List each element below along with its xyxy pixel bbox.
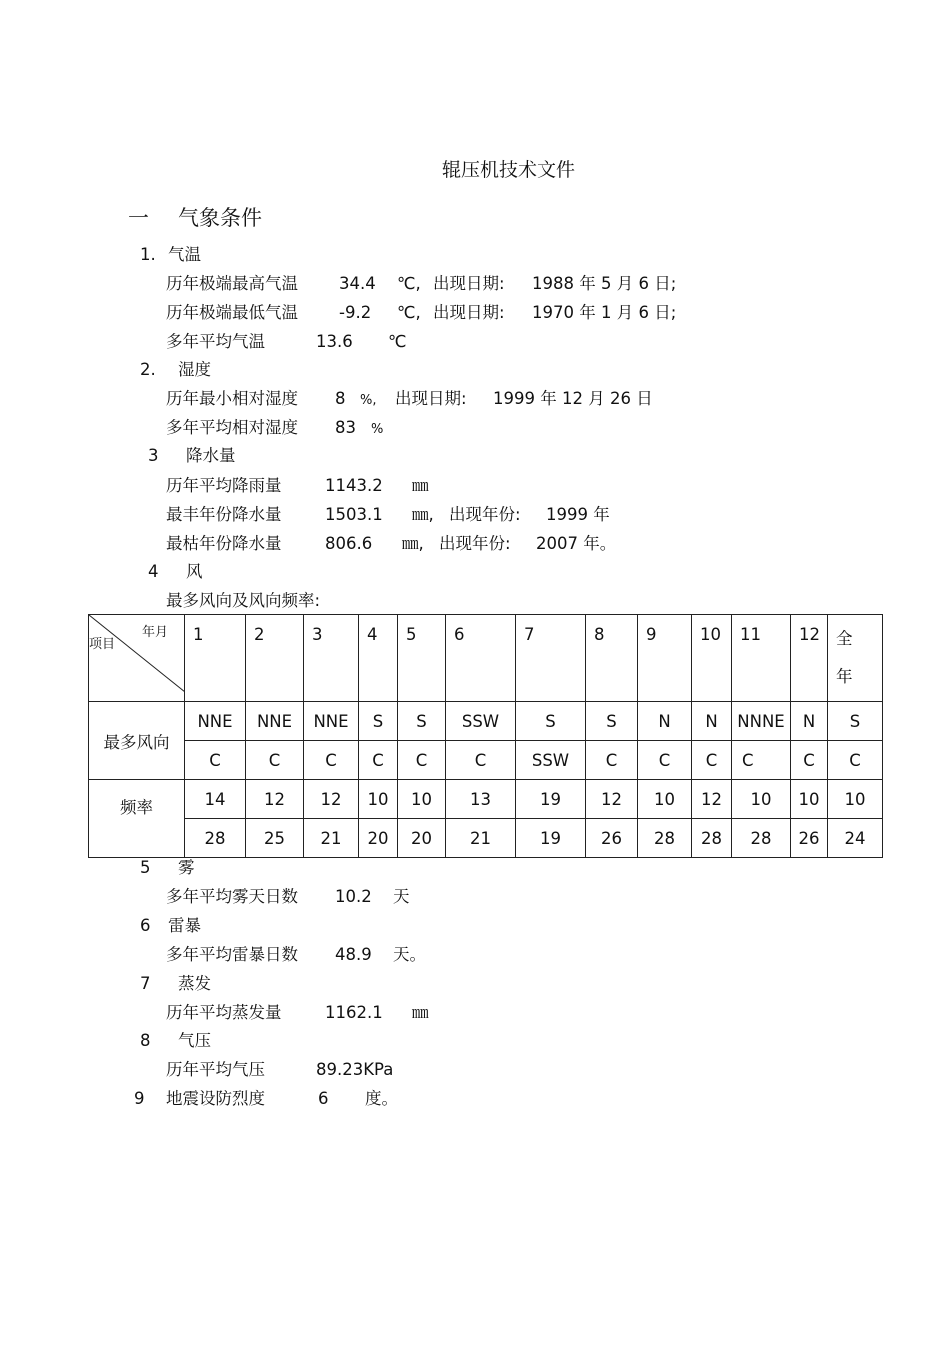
precip-min-value: 806.6	[325, 534, 373, 553]
evaporation-label: 历年平均蒸发量	[166, 1003, 282, 1022]
section-heading: 气象条件	[178, 206, 262, 230]
table-cell: 10	[828, 780, 883, 819]
row-label-frequency: 频率	[89, 780, 185, 858]
table-cell: SSW	[516, 741, 586, 780]
month-header: 3	[304, 615, 359, 702]
table-cell: 28	[638, 819, 692, 858]
precip-min-label: 最枯年份降水量	[166, 534, 282, 553]
annual-header-top: 全	[836, 629, 853, 648]
corner-label-month: 年月	[141, 625, 168, 640]
table-cell: 20	[398, 819, 446, 858]
fog-value: 10.2	[335, 887, 372, 906]
fog-label: 多年平均雾天日数	[166, 887, 298, 906]
precip-avg-unit: ㎜	[412, 476, 429, 495]
fog-unit: 天	[393, 887, 410, 906]
table-cell: 10	[638, 780, 692, 819]
table-cell: C	[586, 741, 638, 780]
item-heading: 蒸发	[178, 974, 211, 993]
precip-max-year: 1999 年	[546, 505, 610, 524]
table-cell: 20	[359, 819, 398, 858]
humidity-min-unit: %,	[360, 393, 377, 408]
table-cell: S	[586, 702, 638, 741]
table-cell: C	[246, 741, 304, 780]
humidity-avg-value: 83	[335, 418, 356, 437]
table-row	[89, 819, 883, 858]
item-heading: 气温	[168, 245, 201, 264]
month-header: 12	[791, 615, 828, 702]
section-number: 一	[128, 206, 149, 230]
precip-min-unit: ㎜,	[402, 534, 424, 553]
table-cell: 10	[732, 780, 791, 819]
table-cell: C	[638, 741, 692, 780]
pressure-label: 历年平均气压	[166, 1060, 265, 1079]
table-cell: 10	[791, 780, 828, 819]
item-number: 7	[140, 974, 151, 993]
table-cell: NNE	[246, 702, 304, 741]
table-cell: 14	[185, 780, 246, 819]
table-cell: C	[398, 741, 446, 780]
temp-min-date-label: 出现日期:	[433, 303, 505, 322]
thunder-unit: 天。	[393, 945, 426, 964]
table-cell: C	[359, 741, 398, 780]
table-cell: 26	[791, 819, 828, 858]
row-label-direction: 最多风向	[89, 702, 185, 780]
item-number: 8	[140, 1031, 151, 1050]
table-cell: N	[692, 702, 732, 741]
table-cell: 12	[304, 780, 359, 819]
item-heading: 雷暴	[168, 916, 201, 935]
seismic-value: 6	[318, 1089, 329, 1108]
humidity-avg-unit: %	[371, 422, 384, 437]
table-cell: C	[304, 741, 359, 780]
seismic-label: 地震设防烈度	[166, 1089, 265, 1108]
table-cell: N	[638, 702, 692, 741]
wind-table	[88, 614, 883, 858]
table-cell: N	[791, 702, 828, 741]
table-cell: 10	[398, 780, 446, 819]
table-cell: NNE	[185, 702, 246, 741]
table-cell: S	[516, 702, 586, 741]
item-heading: 降水量	[186, 446, 236, 465]
month-header: 7	[516, 615, 586, 702]
thunder-label: 多年平均雷暴日数	[166, 945, 298, 964]
month-header: 8	[586, 615, 638, 702]
item-number: 1.	[140, 245, 156, 264]
humidity-min-value: 8	[335, 389, 346, 408]
diagonal-divider	[89, 615, 185, 692]
table-cell: 25	[246, 819, 304, 858]
table-cell: C	[185, 741, 246, 780]
table-cell: C	[446, 741, 516, 780]
precip-avg-value: 1143.2	[325, 476, 383, 495]
table-cell: NNNE	[732, 702, 791, 741]
month-header: 10	[692, 615, 732, 702]
month-header: 5	[398, 615, 446, 702]
evaporation-value: 1162.1	[325, 1003, 383, 1022]
temp-min-value: -9.2	[339, 303, 372, 322]
pressure-value: 89.23KPa	[316, 1060, 394, 1079]
table-cell: 28	[692, 819, 732, 858]
precip-avg-label: 历年平均降雨量	[166, 476, 282, 495]
item-heading: 湿度	[178, 360, 211, 379]
wind-caption: 最多风向及风向频率:	[166, 591, 321, 610]
table-cell: C	[791, 741, 828, 780]
temp-max-date-label: 出现日期:	[433, 274, 505, 293]
temp-max-value: 34.4	[339, 274, 376, 293]
month-header: 1	[185, 615, 246, 702]
table-cell: 24	[828, 819, 883, 858]
table-cell: S	[398, 702, 446, 741]
table-cell: C	[692, 741, 732, 780]
table-row	[89, 702, 883, 741]
table-cell: 26	[586, 819, 638, 858]
temp-min-date: 1970 年 1 月 6 日;	[532, 303, 677, 322]
temp-max-label: 历年极端最高气温	[166, 274, 298, 293]
item-heading: 风	[186, 562, 203, 581]
humidity-min-date: 1999 年 12 月 26 日	[493, 389, 653, 408]
item-number: 5	[140, 858, 151, 877]
table-cell: C	[828, 741, 883, 780]
table-cell: 19	[516, 819, 586, 858]
precip-max-label: 最丰年份降水量	[166, 505, 282, 524]
item-number: 2.	[140, 360, 156, 379]
table-cell: 10	[359, 780, 398, 819]
temp-avg-value: 13.6	[316, 332, 353, 351]
month-header: 2	[246, 615, 304, 702]
month-header: 4	[359, 615, 398, 702]
table-cell: 12	[586, 780, 638, 819]
humidity-min-date-label: 出现日期:	[395, 389, 467, 408]
humidity-avg-label: 多年平均相对湿度	[166, 418, 298, 437]
temp-min-unit: ℃,	[397, 303, 421, 322]
corner-label-item: 项目	[89, 637, 116, 652]
month-header: 6	[446, 615, 516, 702]
month-header: 9	[638, 615, 692, 702]
annual-header-bottom: 年	[836, 667, 853, 686]
precip-max-unit: ㎜,	[412, 505, 434, 524]
table-cell: C	[732, 741, 791, 780]
month-header: 11	[732, 615, 791, 702]
humidity-min-label: 历年最小相对湿度	[166, 389, 298, 408]
table-cell: 28	[732, 819, 791, 858]
temp-avg-label: 多年平均气温	[166, 332, 265, 351]
table-cell: 12	[692, 780, 732, 819]
table-cell: 28	[185, 819, 246, 858]
precip-min-year: 2007 年。	[536, 534, 617, 553]
temp-max-unit: ℃,	[397, 274, 421, 293]
precip-max-value: 1503.1	[325, 505, 383, 524]
precip-max-year-label: 出现年份:	[449, 505, 521, 524]
table-cell: 12	[246, 780, 304, 819]
temp-min-label: 历年极端最低气温	[166, 303, 298, 322]
item-number: 6	[140, 916, 151, 935]
table-corner-cell	[89, 615, 185, 702]
table-cell: 19	[516, 780, 586, 819]
item-heading: 雾	[178, 858, 195, 877]
table-cell: S	[828, 702, 883, 741]
item-number: 9	[134, 1089, 145, 1108]
table-cell: 21	[304, 819, 359, 858]
table-header-row	[89, 615, 883, 702]
table-cell: S	[359, 702, 398, 741]
thunder-value: 48.9	[335, 945, 372, 964]
document-title: 辊压机技术文件	[442, 159, 576, 181]
evaporation-unit: ㎜	[412, 1003, 429, 1022]
table-cell: NNE	[304, 702, 359, 741]
temp-max-date: 1988 年 5 月 6 日;	[532, 274, 677, 293]
table-cell: SSW	[446, 702, 516, 741]
temp-avg-unit: ℃	[388, 332, 407, 351]
table-row	[89, 741, 883, 780]
seismic-unit: 度。	[365, 1089, 398, 1108]
annual-header	[828, 615, 883, 702]
table-row	[89, 780, 883, 819]
precip-min-year-label: 出现年份:	[439, 534, 511, 553]
table-cell: 21	[446, 819, 516, 858]
table-cell: 13	[446, 780, 516, 819]
item-number: 4	[148, 562, 159, 581]
item-heading: 气压	[178, 1031, 211, 1050]
item-number: 3	[148, 446, 159, 465]
